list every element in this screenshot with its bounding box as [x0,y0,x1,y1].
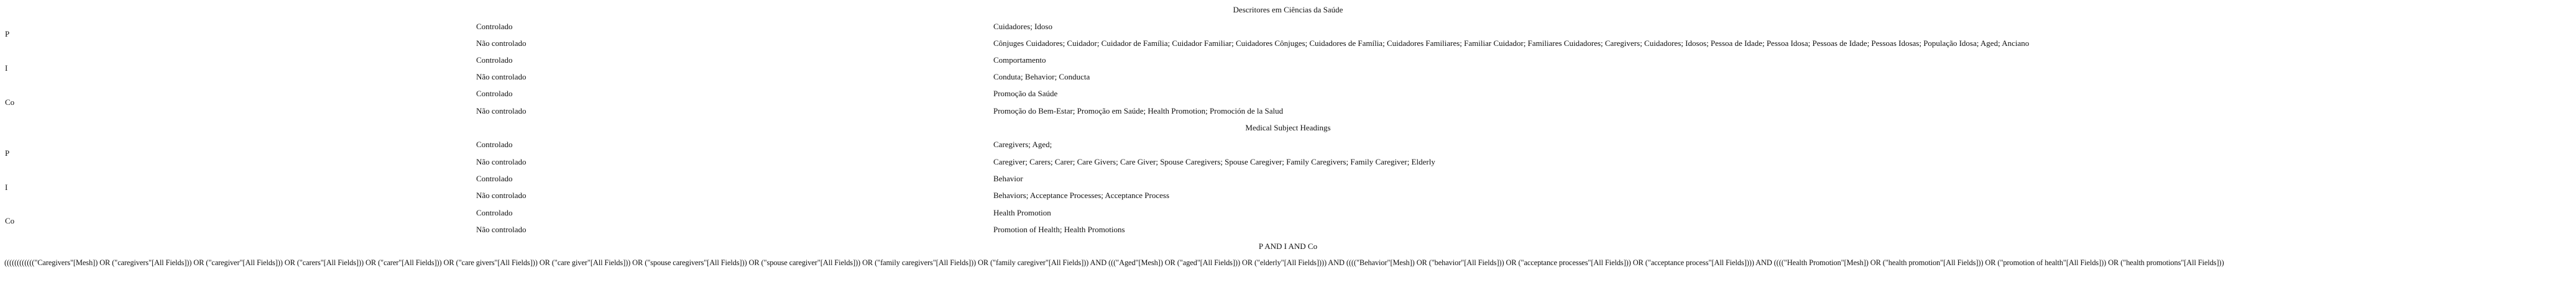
terms-cell: Promoção da Saúde [993,89,1058,98]
type-label: Não controlado [476,191,527,200]
type-label: Não controlado [476,38,527,48]
type-label: Controlado [476,22,513,31]
pico-label: P [5,148,10,158]
pico-label: I [5,63,8,73]
section-title-decs: Descritores em Ciências da Saúde [1233,5,1343,14]
type-label: Não controlado [476,225,527,234]
type-label: Controlado [476,140,513,149]
terms-cell: Cônjuges Cuidadores; Cuidador; Cuidador de Família; Cuidador Familiar; Cuidadores Cônjuges; Cuidadores de Família; Cuidadores Familiares; Familiar Cuidador; Familiares Cuidadores; Caregivers; Cuidadores; Idosos; Pessoa de Idade; Pessoa Idosa; Pessoas de Idade; Pessoas Idosas; População Idosa; Aged; Anciano [993,38,2030,48]
terms-cell: Caregivers; Aged; [993,140,1052,149]
terms-cell: Comportamento [993,55,1046,65]
search-strategy-title: P AND I AND Co [1258,242,1318,251]
terms-cell: Caregiver; Carers; Carer; Care Givers; Care Giver; Spouse Caregivers; Spouse Caregiver; Family Caregivers; Family Caregiver; Elderly [993,157,1435,166]
type-label: Não controlado [476,106,527,115]
pico-label: Co [5,216,15,225]
section-title-mesh: Medical Subject Headings [1245,123,1331,132]
pico-label: I [5,183,8,192]
type-label: Não controlado [476,72,527,81]
terms-cell: Promoção do Bem-Estar; Promoção em Saúde; Health Promotion; Promoción de la Salud [993,106,1284,115]
type-label: Controlado [476,89,513,98]
terms-cell: Behavior [993,174,1023,183]
terms-cell: Behaviors; Acceptance Processes; Acceptance Process [993,191,1170,200]
type-label: Controlado [476,208,513,217]
type-label: Controlado [476,174,513,183]
terms-cell: Health Promotion [993,208,1051,217]
search-query: (((((((((((("Caregivers"[Mesh]) OR ("caregivers"[All Fields])) OR ("caregiver"[All Fields])) OR ("carers"[All Fields])) OR ("carer"[All Fields])) OR ("care givers"[All Fields])) OR ("care giver"[All Fields])) OR ("spouse caregivers"[All Fields])) OR ("spouse caregiver"[All Fields])) OR ("family caregivers"[All Fields])) OR ("family caregiver"[All Fields])) AND ((("Aged"[Mesh]) OR ("aged"[All Fields])) OR ("elderly"[All Fields]))) AND (((("Behavior"[Mesh]) OR ("behavior"[All Fields])) OR ("acceptance processes"[All Fields])) OR ("acceptance process"[All Fields]))) AND (((("Health Promotion"[Mesh]) OR ("health promotion"[All Fields])) OR ("promotion of health"[All Fields])) OR ("health promotions"[All Fields])) [4,258,2224,267]
terms-cell: Conduta; Behavior; Conducta [993,72,1090,81]
type-label: Controlado [476,55,513,65]
terms-cell: Promotion of Health; Health Promotions [993,225,1125,234]
type-label: Não controlado [476,157,527,166]
terms-cell: Cuidadores; Idoso [993,22,1052,31]
pico-label: Co [5,97,15,107]
pico-label: P [5,29,10,38]
